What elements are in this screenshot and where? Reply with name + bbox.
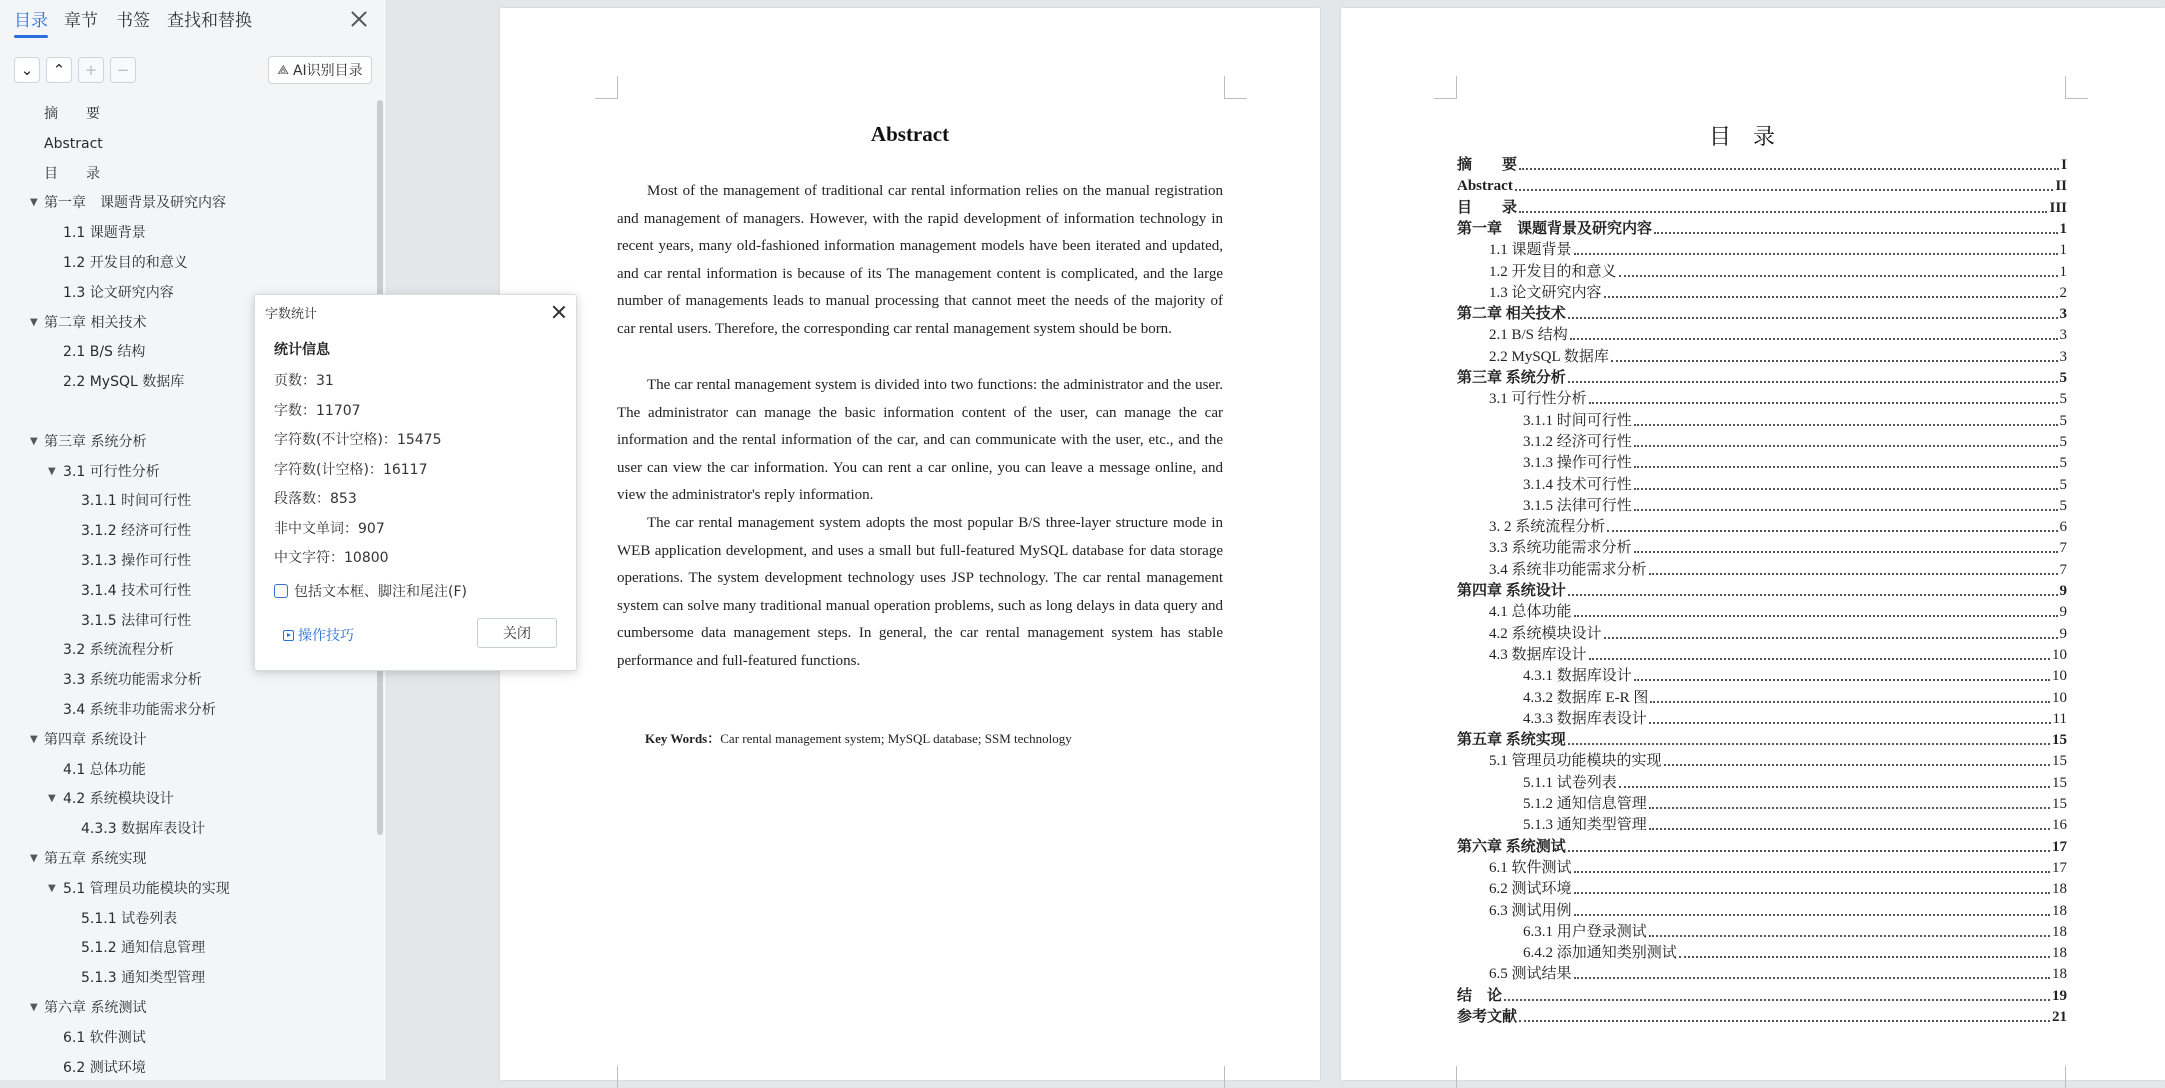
stat-value: 15475 <box>396 432 442 448</box>
toc-entry-title: 6.2 测试环境 <box>1489 881 1572 898</box>
toc-entry <box>1489 601 2067 621</box>
sidebar-toc-item[interactable] <box>0 100 370 128</box>
toc-entry-page: 21 <box>2052 1009 2067 1025</box>
sidebar-toc-item[interactable] <box>0 696 370 724</box>
toc-entry-page: 3 <box>2059 306 2067 323</box>
toc-entry <box>1523 814 2067 834</box>
toc-entry-title: 3.1 可行性分析 <box>1489 391 1587 408</box>
toc-entry-title: 2.1 B/S 结构 <box>1489 327 1568 344</box>
toc-entry-page: 3 <box>2059 327 2067 344</box>
toc-leader-dots <box>1649 828 2050 830</box>
sidebar-toc-item[interactable] <box>0 249 370 277</box>
toc-entry <box>1457 218 2067 238</box>
toc-leader-dots <box>1570 338 2058 340</box>
checkbox-label: 包括文本框、脚注和尾注(F) <box>294 584 467 600</box>
toc-entry-page: I <box>2061 157 2067 173</box>
stat-row <box>274 547 389 567</box>
toc-entry <box>1523 495 2067 515</box>
toc-entry-page: 18 <box>2052 966 2067 983</box>
toc-entry <box>1523 921 2067 941</box>
toc-leader-dots <box>1654 232 2057 234</box>
toc-leader-dots <box>1589 658 2050 660</box>
toc-entry <box>1523 687 2067 707</box>
sidebar-toc-item[interactable] <box>0 160 370 188</box>
expand-arrow-icon[interactable]: ▼ <box>30 853 38 864</box>
sidebar-toc-label: 3.1 可行性分析 <box>63 463 160 480</box>
toc-leader-dots <box>1634 445 2058 447</box>
toc-entry-page: 1 <box>2059 242 2067 259</box>
toc-entry <box>1489 878 2067 898</box>
toc-leader-dots <box>1519 211 2047 213</box>
toc-entry-title: 5.1.1 试卷列表 <box>1523 774 1617 791</box>
play-icon <box>283 630 294 641</box>
tab-bookmarks[interactable]: 书签 <box>116 11 150 31</box>
toc-leader-dots <box>1634 551 2058 553</box>
toc-leader-dots <box>1574 253 2058 255</box>
sidebar-toc-label: 目 录 <box>44 165 100 182</box>
toc-page <box>1341 8 2165 1080</box>
sidebar-toc-label: 3.1.3 操作可行性 <box>81 553 192 569</box>
toc-entry-page: 16 <box>2052 817 2067 834</box>
toc-leader-dots <box>1568 317 2058 319</box>
toc-entry <box>1457 303 2067 323</box>
dialog-title: 字数统计 <box>265 307 318 322</box>
corner-mark <box>1224 76 1247 99</box>
toc-entry-title: Abstract <box>1457 178 1513 195</box>
corner-mark <box>1224 1066 1247 1088</box>
toc-leader-dots <box>1634 679 2050 681</box>
toc-entry-page: 5 <box>2059 391 2067 408</box>
toc-leader-dots <box>1634 424 2058 426</box>
sidebar-toc-label: 摘 要 <box>44 106 100 122</box>
toc-leader-dots <box>1634 488 2058 490</box>
sidebar-toc-label: 5.1 管理员功能模块的实现 <box>63 880 230 897</box>
tips-link[interactable] <box>283 625 354 645</box>
toc-entry <box>1523 431 2067 451</box>
toc-entry-page: 7 <box>2059 561 2067 578</box>
sidebar-toc-item[interactable] <box>0 845 370 873</box>
toc-leader-dots <box>1504 999 2050 1001</box>
sidebar-toc-label: 第六章 系统测试 <box>44 1000 147 1016</box>
toc-leader-dots <box>1634 509 2058 511</box>
toc-leader-dots <box>1619 275 2058 277</box>
toc-entry-title: 6.1 软件测试 <box>1489 859 1572 876</box>
toc-entry <box>1489 750 2067 770</box>
sidebar-toc-label: 6.2 测试环境 <box>63 1059 146 1076</box>
toc-entry <box>1489 857 2067 877</box>
toc-entry-page: 3 <box>2059 348 2067 365</box>
corner-mark <box>2065 1066 2088 1088</box>
sidebar-toc-label: 2.1 B/S 结构 <box>63 344 146 361</box>
toc-entry <box>1489 239 2067 259</box>
toc-leader-dots <box>1574 977 2050 979</box>
sidebar-toc-item[interactable] <box>0 934 370 962</box>
toc-leader-dots <box>1664 764 2050 766</box>
stats-section-title: 统计信息 <box>274 342 330 358</box>
toc-entry-title: 4.3.1 数据库设计 <box>1523 668 1632 685</box>
sidebar-toc-item[interactable] <box>0 726 370 754</box>
sidebar-toc-label: 3.4 系统非功能需求分析 <box>63 702 216 718</box>
toc-entry-page: 10 <box>2052 668 2067 685</box>
toc-entry <box>1457 197 2067 217</box>
stat-row <box>274 518 385 538</box>
toc-entry-page: 15 <box>2052 774 2067 791</box>
sidebar-toc-label: 5.1.2 通知信息管理 <box>81 940 206 957</box>
toc-entry-page: 6 <box>2059 519 2067 536</box>
toc-entry-title: 1.3 论文研究内容 <box>1489 284 1602 301</box>
toc-entry-page: 18 <box>2052 881 2067 898</box>
toc-entry <box>1523 793 2067 813</box>
toc-entry <box>1457 175 2067 195</box>
toc-entry-title: 3.1.1 时间可行性 <box>1523 412 1632 429</box>
sidebar-toc-label: 3.1.5 法律可行性 <box>81 612 192 629</box>
toc-entry-title: 4.3 数据库设计 <box>1489 646 1587 663</box>
ai-recognize-toc-button[interactable] <box>268 56 372 84</box>
toc-entry-page: 17 <box>2052 859 2067 876</box>
stat-value: 31 <box>316 373 334 389</box>
keywords-line <box>645 728 1072 747</box>
toc-entry <box>1523 708 2067 728</box>
stat-row <box>274 400 361 420</box>
toc-entry <box>1523 942 2067 962</box>
expand-arrow-icon[interactable]: ▼ <box>30 197 38 209</box>
toc-entry-title: 1.2 开发目的和意义 <box>1489 263 1617 280</box>
chevron-up-icon: ⌃ <box>52 60 66 79</box>
sidebar-toc-label: 6.1 软件测试 <box>63 1029 146 1046</box>
stat-label: 段落数： <box>274 491 330 507</box>
toc-entry-page: 5 <box>2059 370 2067 386</box>
toc-entry <box>1489 559 2067 579</box>
sidebar-toc-label: 1.2 开发目的和意义 <box>63 255 188 271</box>
toc-entry-page: 5 <box>2059 476 2067 493</box>
toc-entry-page: 5 <box>2059 455 2067 472</box>
toc-entry-page: 5 <box>2059 412 2067 429</box>
close-button[interactable]: 关闭 <box>477 618 557 648</box>
sidebar-toc-label: 3.1.2 经济可行性 <box>81 523 192 540</box>
toc-entry-title: 5.1.2 通知信息管理 <box>1523 796 1647 812</box>
toc-entry <box>1489 537 2067 557</box>
toc-entry-title: 3.3 系统功能需求分析 <box>1489 540 1632 557</box>
keywords-label: Key Words： <box>645 731 721 746</box>
toc-entry-title: 摘 要 <box>1457 157 1518 173</box>
stat-row <box>274 488 357 508</box>
toc-entry-title: 第五章 系统实现 <box>1457 732 1566 749</box>
toc-entry-title: 目 录 <box>1457 199 1518 216</box>
toc-entry <box>1457 154 2067 174</box>
toc-leader-dots <box>1519 1020 2050 1022</box>
toc-entry-page: 18 <box>2052 923 2067 940</box>
corner-mark <box>595 1066 618 1088</box>
toc-leader-dots <box>1649 722 2051 724</box>
toc-leader-dots <box>1574 892 2050 894</box>
sidebar-toc-label: 第四章 系统设计 <box>44 731 147 748</box>
sidebar-toc-label: 3.2 系统流程分析 <box>63 642 174 659</box>
toc-entry <box>1523 452 2067 472</box>
sidebar-toc-label: 第二章 相关技术 <box>44 314 147 331</box>
ai-button-label: AI识别目录 <box>292 63 363 79</box>
sidebar-toc-item[interactable] <box>0 1054 370 1080</box>
sidebar-toc-item[interactable] <box>0 756 370 784</box>
toc-entry-title: 3.4 系统非功能需求分析 <box>1489 561 1647 578</box>
stat-value: 907 <box>358 520 385 537</box>
chevron-down-icon: ⌄ <box>20 60 34 79</box>
toc-entry <box>1457 836 2067 856</box>
abstract-page <box>500 8 1320 1080</box>
toc-entry-title: 第二章 相关技术 <box>1457 306 1566 323</box>
sidebar-toc-label: 5.1.1 试卷列表 <box>81 910 178 927</box>
tab-toc[interactable]: 目录 <box>14 11 48 31</box>
toc-entry-title: 第一章 课题背景及研究内容 <box>1457 220 1653 237</box>
sidebar-toc-item[interactable] <box>0 875 370 903</box>
sidebar-toc-label: 第三章 系统分析 <box>44 433 147 450</box>
toc-entry <box>1523 772 2067 792</box>
expand-arrow-icon[interactable]: ▼ <box>30 733 38 745</box>
sidebar-toc-item[interactable] <box>0 964 370 992</box>
keywords-text: Car rental management system; MySQL database; SSM technology <box>720 731 1072 746</box>
stat-value: 16117 <box>382 461 428 478</box>
sidebar-toc-label: 3.1.1 时间可行性 <box>81 493 192 510</box>
toc-entry <box>1457 580 2067 600</box>
toc-leader-dots <box>1650 701 2050 703</box>
toc-entry-page: 15 <box>2052 732 2067 749</box>
expand-arrow-icon[interactable]: ▼ <box>48 465 56 477</box>
toc-entry-title: 6.5 测试结果 <box>1489 966 1572 983</box>
toc-entry <box>1457 367 2067 387</box>
tips-label: 操作技巧 <box>298 628 354 644</box>
stat-row <box>274 459 427 479</box>
toc-leader-dots <box>1568 381 2058 383</box>
toc-entry-page: 19 <box>2052 987 2067 1004</box>
abstract-paragraph: The car rental management system adopts the most popular B/S three-layer structure mode in WEB application development, and uses a small but full-featured MySQL database for data storage operations. The system development technology uses JSP technology. The car rental management system can solve many traditional manual operation problems, such as long delays in data query and cumbersome data management steps. In general, the car rental management system has stable performance and full-featured functions. <box>617 515 1223 669</box>
toc-entry-page: 11 <box>2052 710 2067 727</box>
toc-entry <box>1457 1006 2067 1026</box>
toc-entry-title: 2.2 MySQL 数据库 <box>1489 348 1609 365</box>
toc-entry-page: 9 <box>2059 604 2067 621</box>
toc-entry-page: 10 <box>2052 646 2067 663</box>
toc-entry-page: 9 <box>2059 625 2067 642</box>
toc-entry-title: 3. 2 系统流程分析 <box>1489 519 1606 536</box>
sidebar-toc-item[interactable] <box>0 189 370 217</box>
toc-leader-dots <box>1649 573 2058 575</box>
toc-entry-title: 结 论 <box>1457 987 1503 1004</box>
tab-find-replace[interactable]: 查找和替换 <box>167 11 252 31</box>
sidebar-toc-label: 1.1 课题背景 <box>63 225 146 242</box>
sidebar-toc-item[interactable] <box>0 815 370 843</box>
corner-mark <box>1434 1066 1457 1088</box>
toc-leader-dots <box>1607 530 2057 532</box>
toc-entry-page: 9 <box>2059 583 2067 599</box>
stat-value: 853 <box>330 491 357 507</box>
stat-label: 中文字符： <box>274 550 344 566</box>
toc-leader-dots <box>1568 594 2058 596</box>
toc-leader-dots <box>1649 935 2050 937</box>
expand-arrow-icon[interactable]: ▼ <box>30 435 38 447</box>
toc-entry <box>1489 324 2067 344</box>
stat-label: 字数： <box>274 402 316 419</box>
stat-label: 页数： <box>274 373 316 389</box>
toc-entry <box>1489 388 2067 408</box>
toc-entry-title: 3.1.4 技术可行性 <box>1523 476 1632 493</box>
remove-heading-button[interactable] <box>110 57 136 83</box>
toc-entry-page: 15 <box>2052 753 2067 770</box>
toc-leader-dots <box>1519 168 2059 170</box>
stat-label: 字符数(不计空格)： <box>274 432 397 448</box>
toc-entry-title: 6.4.2 添加通知类别测试 <box>1523 945 1677 962</box>
toc-entry-title: 4.3.3 数据库表设计 <box>1523 710 1647 727</box>
include-textboxes-option[interactable] <box>274 581 467 601</box>
toc-entry-title: 5.1.3 通知类型管理 <box>1523 817 1647 834</box>
toc-leader-dots <box>1604 637 2058 639</box>
plus-icon: + <box>84 60 98 79</box>
collapse-up-button[interactable] <box>46 57 72 83</box>
toc-entry-title: 第三章 系统分析 <box>1457 370 1566 386</box>
sidebar-toc-item[interactable] <box>0 130 370 158</box>
sidebar-toc-label: 5.1.3 通知类型管理 <box>81 970 206 987</box>
toc-leader-dots <box>1568 850 2050 852</box>
toc-entry-title: 4.1 总体功能 <box>1489 604 1572 621</box>
toc-entry-page: 17 <box>2052 838 2067 855</box>
toc-entry-page: 18 <box>2052 902 2067 919</box>
corner-mark <box>2065 76 2088 99</box>
toc-entry-page: 15 <box>2052 796 2067 812</box>
stat-value: 10800 <box>344 550 389 566</box>
toc-entry-title: 3.1.5 法律可行性 <box>1523 497 1632 514</box>
sidebar-toc-label: 1.3 论文研究内容 <box>63 284 174 301</box>
abstract-paragraph: The car rental management system is divided into two functions: the administrator and the user. The administrator can manage the basic information content of the user, can manage the car information and the rental information of the car, and can communicate with the user, etc., and the user can view the car information. You can rent a car online, you can leave a message online, and view the administrator's reply information. <box>617 377 1223 504</box>
toc-entry-title: 参考文献 <box>1457 1009 1518 1025</box>
sidebar-toc-label: Abstract <box>44 135 103 152</box>
stat-value: 11707 <box>316 402 361 419</box>
toc-entry-page: 10 <box>2052 689 2067 706</box>
toc-entry <box>1489 644 2067 664</box>
toc-entry-title: 3.1.2 经济可行性 <box>1523 433 1632 450</box>
toc-entry-page: 5 <box>2059 497 2067 514</box>
toc-leader-dots <box>1619 786 2050 788</box>
toc-leader-dots <box>1515 189 2053 191</box>
sidebar-toc-label: 3.1.4 技术可行性 <box>81 582 192 599</box>
toc-entry-title: 4.3.2 数据库 E-R 图 <box>1523 689 1649 706</box>
toc-entry-title: 第六章 系统测试 <box>1457 838 1566 855</box>
toc-entry-title: 5.1 管理员功能模块的实现 <box>1489 753 1662 770</box>
sidebar-toc-label: 2.2 MySQL 数据库 <box>63 374 185 391</box>
toc-entry-title: 3.1.3 操作可行性 <box>1523 455 1632 472</box>
toc-entry <box>1457 729 2067 749</box>
close-pane-icon[interactable] <box>348 8 370 30</box>
toc-entry-page: II <box>2055 178 2067 195</box>
toc-leader-dots <box>1589 402 2058 404</box>
corner-mark <box>595 76 618 99</box>
dialog-close-icon[interactable] <box>551 304 567 320</box>
toc-leader-dots <box>1679 956 2050 958</box>
toc-entry-page: 1 <box>2059 263 2067 280</box>
sidebar-toc-item[interactable] <box>0 219 370 247</box>
toc-leader-dots <box>1574 914 2050 916</box>
toc-entry-page: 1 <box>2059 220 2067 237</box>
toc-entry-title: 6.3 测试用例 <box>1489 902 1572 919</box>
toc-entry-page: 2 <box>2059 284 2067 301</box>
toc-entry-page: 5 <box>2059 433 2067 450</box>
toc-entry <box>1489 516 2067 536</box>
toc-entry-title: 第四章 系统设计 <box>1457 583 1566 599</box>
toc-entry <box>1489 346 2067 366</box>
toc-entry <box>1489 261 2067 281</box>
toc-entry <box>1457 985 2067 1005</box>
sidebar-toc-label: 4.1 总体功能 <box>63 761 146 778</box>
expand-arrow-icon[interactable]: ▼ <box>30 1002 38 1013</box>
sidebar-toc-item[interactable] <box>0 994 370 1022</box>
minus-icon: − <box>116 60 130 79</box>
abstract-title: Abstract <box>870 122 950 146</box>
toc-entry <box>1523 665 2067 685</box>
toc-entry-title: 1.1 课题背景 <box>1489 242 1572 259</box>
tab-sections[interactable]: 章节 <box>64 11 98 31</box>
stat-row <box>274 429 441 449</box>
toc-entry <box>1523 410 2067 430</box>
abstract-paragraph: Most of the management of traditional car rental information relies on the manual registration and management of managers. However, with the rapid development of information technology in recent years, many old-fashioned information management models have been iterated and updated, and car rental information is because of its The management content is complicated, and the large number of managements leads to manual processing that cannot meet the needs of the majority of car rental users. Therefore, the corresponding car rental management system should be born. <box>617 183 1223 337</box>
include-textboxes-checkbox[interactable] <box>274 584 288 598</box>
toc-entry-page: 7 <box>2059 540 2067 557</box>
expand-down-button[interactable] <box>14 57 40 83</box>
expand-arrow-icon[interactable]: ▼ <box>30 316 38 328</box>
ai-icon: ⟁ <box>277 62 289 78</box>
add-heading-button[interactable] <box>78 57 104 83</box>
toc-entry-page: III <box>2049 199 2067 216</box>
toc-entry <box>1489 900 2067 920</box>
toc-entry <box>1489 282 2067 302</box>
sidebar-toc-item[interactable] <box>0 905 370 933</box>
toc-entry-page: 18 <box>2052 945 2067 962</box>
corner-mark <box>1434 76 1457 99</box>
toc-entry-title: 6.3.1 用户登录测试 <box>1523 923 1647 940</box>
sidebar-toc-item[interactable] <box>0 785 370 813</box>
stat-label: 非中文单词： <box>274 520 358 537</box>
toc-entry <box>1523 474 2067 494</box>
stat-row <box>274 370 334 390</box>
toc-title: 目录 <box>1708 124 1797 149</box>
sidebar-toc-label: 第五章 系统实现 <box>44 851 147 867</box>
toc-leader-dots <box>1611 360 2058 362</box>
expand-arrow-icon[interactable]: ▼ <box>48 793 56 805</box>
sidebar-toc-item[interactable] <box>0 1024 370 1052</box>
toc-leader-dots <box>1568 743 2050 745</box>
toc-leader-dots <box>1574 615 2058 617</box>
sidebar-toc-label: 第一章 课题背景及研究内容 <box>44 195 226 212</box>
word-count-dialog <box>254 294 577 671</box>
toc-entry <box>1489 623 2067 643</box>
toc-leader-dots <box>1649 807 2050 809</box>
sidebar-toc-label: 4.2 系统模块设计 <box>63 791 174 808</box>
expand-arrow-icon[interactable]: ▼ <box>48 882 56 894</box>
toc-entry-title: 4.2 系统模块设计 <box>1489 625 1602 642</box>
toc-leader-dots <box>1604 296 2058 298</box>
toc-entry <box>1489 963 2067 983</box>
sidebar-toc-label: 4.3.3 数据库表设计 <box>81 821 206 838</box>
toc-leader-dots <box>1634 466 2058 468</box>
toc-leader-dots <box>1574 871 2050 873</box>
sidebar-toc-label: 3.3 系统功能需求分析 <box>63 672 202 689</box>
stat-label: 字符数(计空格)： <box>274 461 383 478</box>
